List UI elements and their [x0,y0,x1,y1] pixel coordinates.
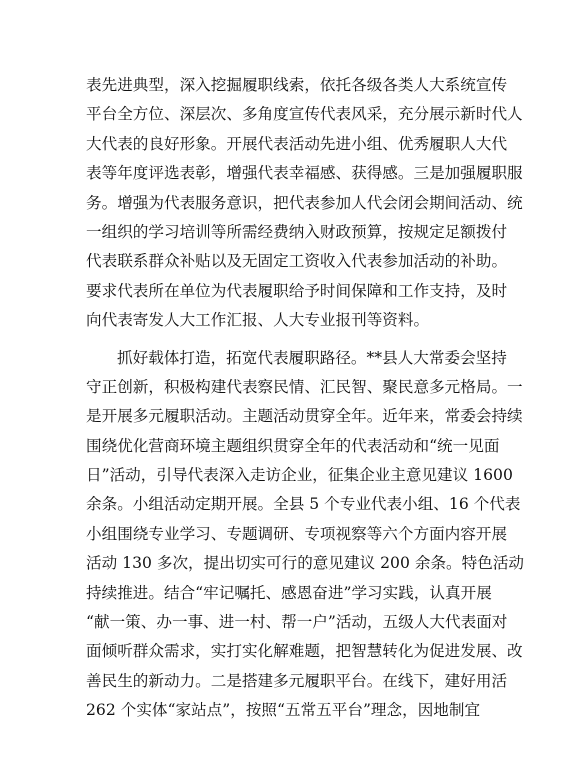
text-line: 日”活动，引导代表深入走访企业，征集企业主意见建议 1600 [86,466,513,485]
text-line: 表等年度评选表彰，增强代表幸福感、获得感。三是加强履职服 [86,164,523,183]
text-line: 余条。小组活动定期开展。全县 5 个专业代表小组、16 个代表 [86,495,521,514]
document-body [86,71,525,726]
text-line: 善民生的新动力。二是搭建多元履职平台。在线下，建好用活 [86,671,508,690]
text-line: 262 个实体“家站点”，按照“五常五平台”理念，因地制宜 [86,701,481,720]
text-line: 持续推进。结合“牢记嘱托、感恩奋进”学习实践，认真开展 [86,583,492,602]
text-line: 一组织的学习培训等所需经费纳入财政预算，按规定足额拨付 [86,222,508,241]
text-line: 是开展多元履职活动。主题活动贯穿全年。近年来，常委会持续 [86,407,523,426]
paragraph-2 [86,344,525,726]
paragraph-1 [86,71,523,336]
text-line: 向代表寄发人大工作汇报、人大专业报刊等资料。 [86,311,430,330]
text-line: “献一策、办一事、进一村、帮一户”活动，五级人大代表面对 [86,613,508,632]
text-line: 大代表的良好形象。开展代表活动先进小组、优秀履职人大代 [86,134,508,153]
text-line: 代表联系群众补贴以及无固定工资收入代表参加活动的补助。 [86,252,508,271]
text-line: 面倾听群众需求，实打实化解难题，把智慧转化为促进发展、改 [86,642,523,661]
text-line: 围绕优化营商环境主题组织贯穿全年的代表活动和“统一见面 [86,436,500,455]
text-line: 平台全方位、深层次、多角度宣传代表风采，充分展示新时代人 [86,105,523,124]
text-line: 守正创新，积极构建代表察民情、汇民智、聚民意多元格局。一 [86,377,523,396]
paragraph-gap [86,336,506,344]
text-line: 小组围绕专业学习、专题调研、专项视察等六个方面内容开展 [86,524,508,543]
text-line: 务。增强为代表服务意识，把代表参加人代会闭会期间活动、统 [86,193,523,212]
text-line: 表先进典型，深入挖掘履职线索，依托各级各类人大系统宣传 [86,76,508,94]
text-line: 活动 130 多次，提出切实可行的意见建议 200 余条。特色活动 [86,554,525,573]
text-line: 抓好载体打造，拓宽代表履职路径。**县人大常委会坚持 [117,348,507,367]
text-line: 要求代表所在单位为代表履职给予时间保障和工作支持，及时 [86,281,508,300]
